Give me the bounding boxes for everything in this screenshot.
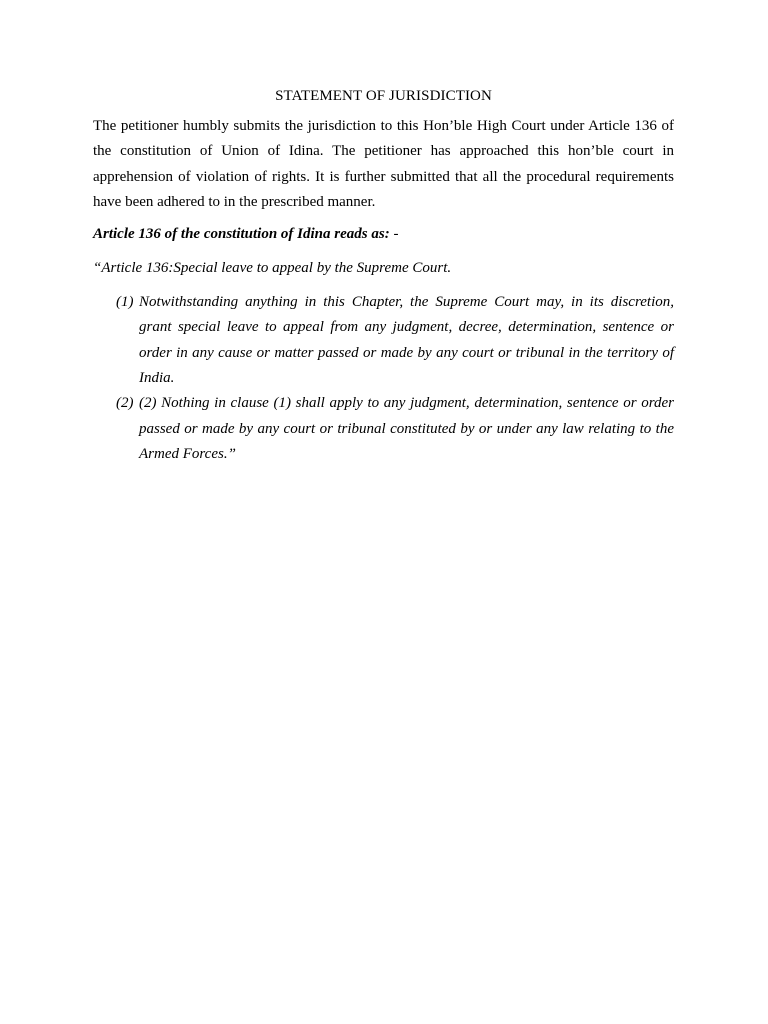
article-heading <box>93 222 674 247</box>
article-heading-text: Article 136 of the constitution of Idina reads as: <box>93 226 390 243</box>
article-heading-suffix: - <box>389 226 399 243</box>
clause-item <box>93 391 674 467</box>
clause-list <box>93 290 674 467</box>
clause-item <box>93 290 674 391</box>
clause-number: (2) <box>116 395 134 412</box>
clause-text: Notwithstanding anything in this Chapter, the Supreme Court may, in its discretion, grant special leave to appeal from any judgment, decree, determination, sentence or order in any cause or matter passed or made by any court or tribunal in the territory of India. <box>139 294 674 387</box>
clause-text: (2) Nothing in clause (1) shall apply to any judgment, determination, sentence or order passed or made by any court or tribunal constituted by or under any law relating to the Armed Forces.” <box>139 395 674 462</box>
quote-opening: “Article 136:Special leave to appeal by the Supreme Court. <box>93 260 452 277</box>
clause-number: (1) <box>116 294 134 311</box>
document-title: STATEMENT OF JURISDICTION <box>275 88 492 104</box>
intro-paragraph: The petitioner humbly submits the jurisdiction to this Hon’ble High Court under Article 136 of the constitution of Union of Idina. The petitioner has approached this hon’ble court in apprehension of violation of rights. It is further submitted that all the procedural requirements have been adhered to in the prescribed manner. <box>93 118 674 210</box>
